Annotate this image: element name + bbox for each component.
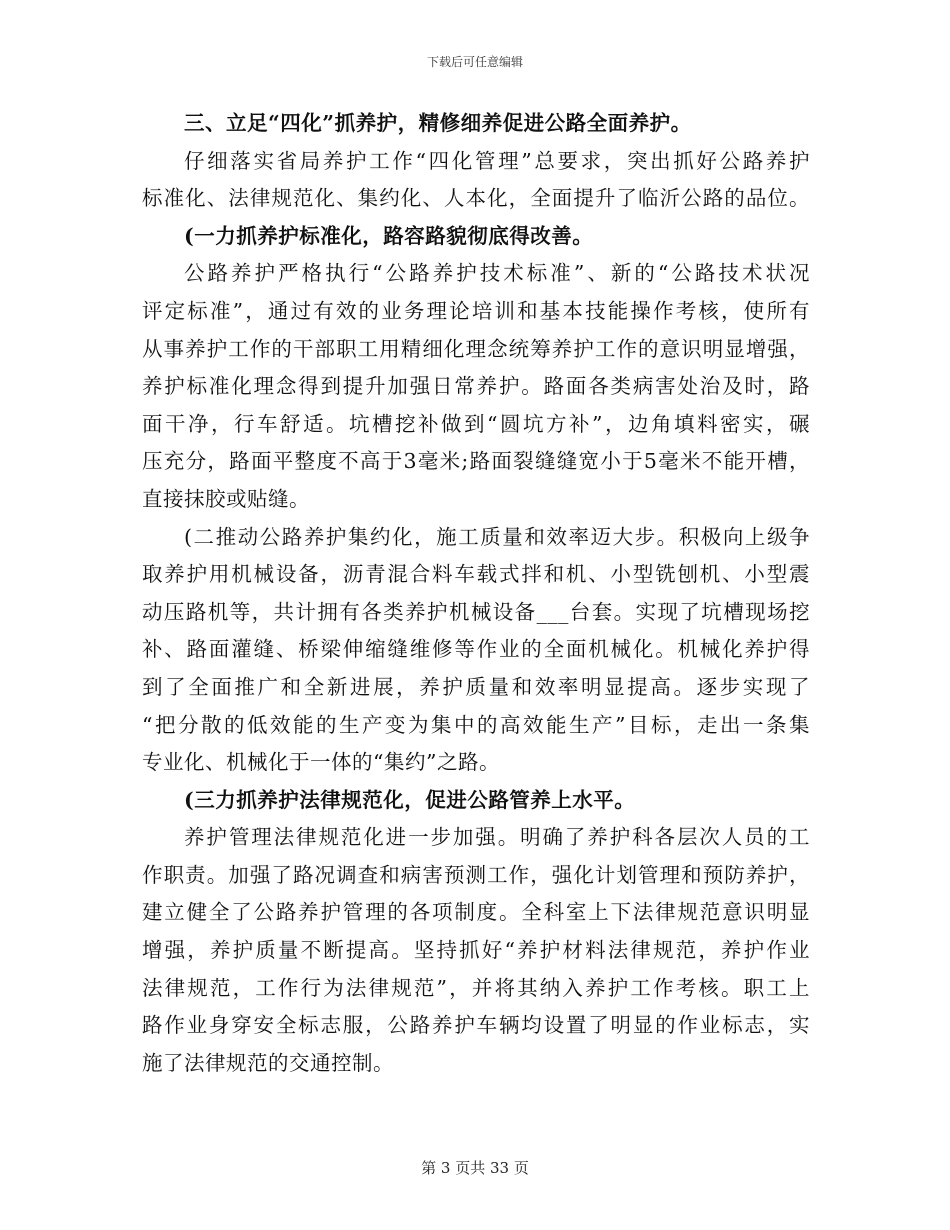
paragraph-line: 建立健全了公路养护管理的各项制度。全科室上下法律规范意识明显	[142, 900, 810, 925]
paragraph-line: 养护标准化理念得到提升加强日常养护。路面各类病害处治及时，路	[142, 374, 810, 399]
paragraph-line: 仔细落实省局养护工作“四化管理”总要求，突出抓好公路养护	[184, 148, 810, 173]
paragraph-line: 作职责。加强了路况调查和病害预测工作，强化计划管理和预防养护，	[142, 862, 810, 887]
subsection-heading: (一力抓养护标准化，路容路貌彻底得改善。	[184, 223, 594, 248]
paragraph-line: 养护管理法律规范化进一步加强。明确了养护科各层次人员的工	[184, 825, 810, 850]
paragraph-line: 路作业身穿安全标志服，公路养护车辆均设置了明显的作业标志，实	[142, 1013, 810, 1038]
paragraph-line: 取养护用机械设备，沥青混合料车载式拌和机、小型铣刨机、小型震	[142, 562, 810, 587]
paragraph-line: (二推动公路养护集约化，施工质量和效率迈大步。积极向上级争	[184, 524, 810, 549]
page-header: 下载后可任意编辑	[426, 55, 523, 69]
paragraph-line: 增强，养护质量不断提高。坚持抓好“养护材料法律规范，养护作业	[142, 938, 810, 963]
paragraph-line: 直接抹胶或贴缝。	[142, 486, 310, 511]
paragraph-line: 公路养护严格执行“公路养护技术标准”、新的“公路技术状况	[184, 261, 810, 286]
document-body	[142, 105, 810, 1082]
paragraph-line: 施了法律规范的交通控制。	[142, 1050, 394, 1075]
subsection-heading: (三力抓养护法律规范化，促进公路管养上水平。	[184, 787, 636, 812]
paragraph-line: 动压路机等，共计拥有各类养护机械设备___台套。实现了坑槽现场挖	[142, 599, 810, 624]
paragraph-line: 从事养护工作的干部职工用精细化理念统筹养护工作的意识明显增强，	[142, 336, 810, 361]
paragraph-line: 补、路面灌缝、桥梁伸缩缝维修等作业的全面机械化。机械化养护得	[142, 637, 810, 662]
paragraph-line: “把分散的低效能的生产变为集中的高效能生产”目标，走出一条集	[142, 712, 810, 737]
paragraph-line: 到了全面推广和全新进展，养护质量和效率明显提高。逐步实现了	[142, 674, 810, 699]
paragraph-line: 压充分，路面平整度不高于3毫米;路面裂缝缝宽小于5毫米不能开槽，	[142, 449, 810, 474]
page-footer: 第 3 页共 33 页	[421, 1159, 529, 1177]
paragraph-line: 法律规范，工作行为法律规范”，并将其纳入养护工作考核。职工上	[142, 975, 810, 1000]
paragraph-line: 专业化、机械化于一体的“集约”之路。	[142, 750, 500, 775]
section-heading: 三、立足“四化”抓养护，精修细养促进公路全面养护。	[184, 111, 692, 135]
paragraph-line: 评定标准”，通过有效的业务理论培训和基本技能操作考核，使所有	[142, 298, 810, 323]
paragraph-line: 标准化、法律规范化、集约化、人本化，全面提升了临沂公路的品位。	[142, 186, 810, 211]
paragraph-line: 面干净，行车舒适。坑槽挖补做到“圆坑方补”，边角填料密实，碾	[142, 411, 810, 436]
